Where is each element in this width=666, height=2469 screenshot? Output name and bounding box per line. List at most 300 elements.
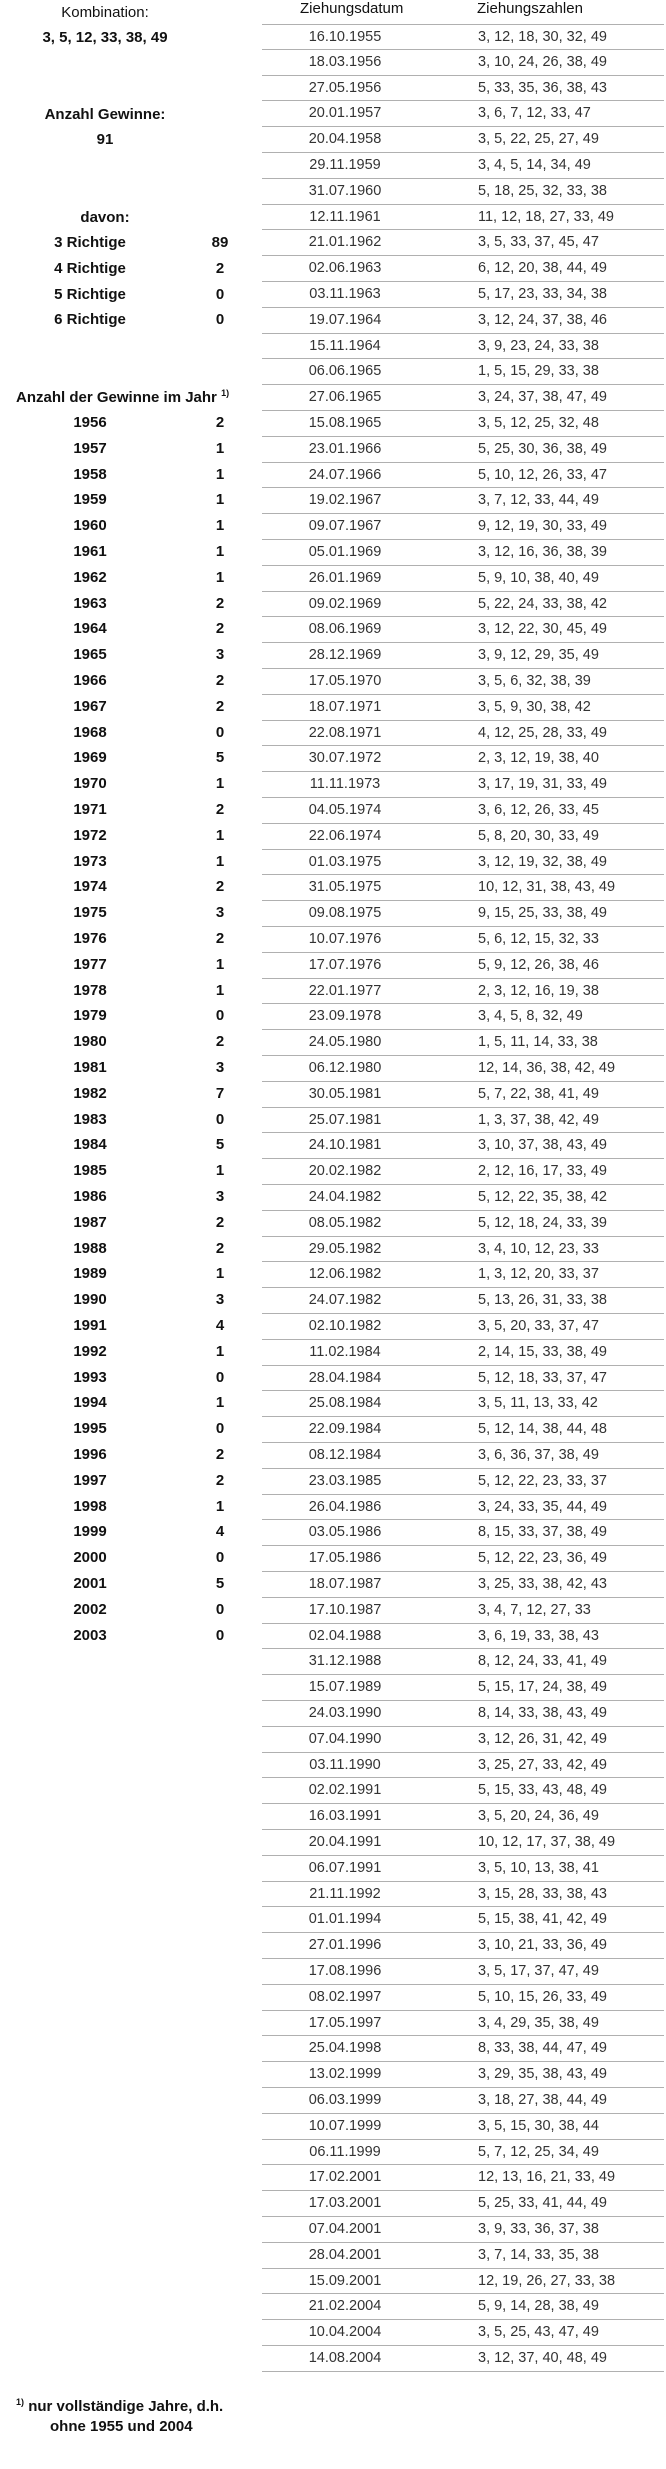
draw-numbers: 12, 13, 16, 21, 33, 49 xyxy=(478,2169,616,2186)
year-row xyxy=(0,930,250,956)
draw-date: 17.08.1996 xyxy=(308,1963,382,1979)
draw-numbers: 3, 4, 5, 8, 32, 49 xyxy=(478,1008,583,1025)
year-count: 0 xyxy=(215,1626,225,1644)
year-count: 7 xyxy=(215,1084,225,1102)
draw-numbers: 3, 5, 12, 25, 32, 48 xyxy=(478,415,599,431)
table-row xyxy=(262,1933,664,1959)
year-label: 1988 xyxy=(73,1239,107,1257)
draw-date: 27.05.1956 xyxy=(308,79,382,96)
table-row xyxy=(262,1159,664,1185)
table-row xyxy=(262,514,664,540)
draw-date: 15.09.2001 xyxy=(308,2272,382,2289)
year-count: 3 xyxy=(215,1059,225,1076)
table-row xyxy=(262,50,664,76)
draw-numbers: 8, 12, 24, 33, 41, 49 xyxy=(478,1653,607,1670)
draw-date: 06.03.1999 xyxy=(308,2092,382,2108)
draw-date: 02.06.1963 xyxy=(308,260,382,277)
year-count: 1 xyxy=(215,439,225,457)
draw-date: 25.07.1981 xyxy=(308,1111,382,1128)
year-label: 1993 xyxy=(73,1368,107,1386)
breakdown-row xyxy=(0,260,250,286)
table-row xyxy=(262,1030,664,1056)
table-row xyxy=(262,2243,664,2269)
table-row xyxy=(262,1288,664,1314)
year-row xyxy=(0,1549,250,1575)
draw-numbers: 1, 3, 37, 38, 42, 49 xyxy=(478,1111,599,1128)
draw-date: 03.11.1963 xyxy=(309,286,381,302)
year-row xyxy=(0,491,250,517)
draw-numbers: 12, 14, 36, 38, 42, 49 xyxy=(478,1060,616,1076)
year-label: 1977 xyxy=(73,955,107,973)
draw-numbers: 8, 33, 38, 44, 47, 49 xyxy=(478,2040,607,2057)
breakdown-value: 89 xyxy=(211,234,229,251)
draw-numbers: 5, 18, 25, 32, 33, 38 xyxy=(478,182,607,199)
year-label: 1978 xyxy=(73,981,107,999)
draw-numbers: 3, 5, 33, 37, 45, 47 xyxy=(478,234,599,251)
draw-date: 03.05.1986 xyxy=(308,1524,382,1541)
year-label: 1985 xyxy=(73,1162,107,1180)
year-row xyxy=(0,1265,250,1291)
year-row xyxy=(0,1523,250,1549)
draw-numbers: 3, 24, 33, 35, 44, 49 xyxy=(478,1498,607,1515)
draw-numbers: 3, 4, 29, 35, 38, 49 xyxy=(478,2014,599,2031)
draw-numbers: 3, 9, 33, 36, 37, 38 xyxy=(478,2221,599,2237)
table-row xyxy=(262,24,664,50)
year-count: 3 xyxy=(215,904,225,922)
draw-numbers: 3, 25, 27, 33, 42, 49 xyxy=(478,1756,607,1773)
year-count: 1 xyxy=(215,852,225,870)
year-label: 1969 xyxy=(73,749,107,767)
draw-numbers: 3, 5, 20, 33, 37, 47 xyxy=(478,1318,599,1334)
year-label: 1994 xyxy=(73,1394,107,1412)
draw-date: 23.09.1978 xyxy=(308,1008,382,1025)
table-row xyxy=(262,437,664,463)
year-row xyxy=(0,1085,250,1111)
draw-numbers: 3, 10, 37, 38, 43, 49 xyxy=(478,1137,607,1154)
year-count: 0 xyxy=(215,1600,225,1618)
year-row xyxy=(0,1420,250,1446)
draw-date: 20.01.1957 xyxy=(308,105,382,122)
draw-numbers: 3, 18, 27, 38, 44, 49 xyxy=(478,2092,607,2108)
draw-date: 16.10.1955 xyxy=(308,29,382,45)
combination-value: 3, 5, 12, 33, 38, 49 xyxy=(42,29,168,46)
footnote-note-mark: 1) xyxy=(16,2397,25,2407)
draw-numbers: 3, 15, 28, 33, 38, 43 xyxy=(478,1885,607,1902)
year-row xyxy=(0,724,250,750)
draw-date: 06.06.1965 xyxy=(308,363,382,380)
year-count: 5 xyxy=(215,1136,225,1154)
draw-numbers: 9, 15, 25, 33, 38, 49 xyxy=(478,905,607,922)
year-row xyxy=(0,620,250,646)
draw-numbers: 3, 4, 7, 12, 27, 33 xyxy=(478,1601,591,1618)
year-row xyxy=(0,1162,250,1188)
year-row xyxy=(0,517,250,543)
draw-date: 11.11.1973 xyxy=(309,776,381,793)
table-header xyxy=(262,0,664,22)
draw-date: 01.01.1994 xyxy=(308,1911,382,1928)
table-row xyxy=(262,2011,664,2037)
year-count: 0 xyxy=(215,1420,225,1438)
breakdown-value: 0 xyxy=(215,311,225,329)
year-row xyxy=(0,1291,250,1317)
table-row xyxy=(262,1753,664,1779)
draw-date: 28.04.2001 xyxy=(308,2246,382,2263)
year-count: 1 xyxy=(215,517,225,535)
year-row xyxy=(0,1343,250,1369)
table-row xyxy=(262,1133,664,1159)
draw-numbers: 5, 13, 26, 31, 33, 38 xyxy=(478,1292,607,1309)
year-label: 1965 xyxy=(73,646,107,664)
table-row xyxy=(262,463,664,489)
table-row xyxy=(262,1727,664,1753)
draw-numbers: 5, 12, 22, 35, 38, 42 xyxy=(478,1189,607,1205)
year-count: 0 xyxy=(215,1007,225,1025)
table-row xyxy=(262,2191,664,2217)
year-row xyxy=(0,1188,250,1214)
table-row xyxy=(262,1985,664,2011)
year-count: 1 xyxy=(215,543,225,560)
table-row xyxy=(262,2294,664,2320)
table-row xyxy=(262,230,664,256)
year-row xyxy=(0,904,250,930)
table-row xyxy=(262,875,664,901)
draw-date: 29.11.1959 xyxy=(309,157,381,173)
table-row xyxy=(262,1495,664,1521)
year-count: 2 xyxy=(215,1033,225,1051)
table-row xyxy=(262,385,664,411)
table-row xyxy=(262,721,664,747)
table-row xyxy=(262,1391,664,1417)
draw-date: 09.02.1969 xyxy=(308,595,382,612)
draw-numbers: 5, 9, 12, 26, 38, 46 xyxy=(478,956,599,973)
draw-date: 26.04.1986 xyxy=(308,1498,382,1515)
table-row xyxy=(262,1546,664,1572)
year-count: 1 xyxy=(215,1342,225,1360)
year-label: 1999 xyxy=(73,1523,107,1541)
year-count: 2 xyxy=(215,414,225,431)
table-row xyxy=(262,566,664,592)
breakdown-row xyxy=(0,286,250,312)
year-label: 1984 xyxy=(73,1136,107,1154)
draw-numbers: 12, 19, 26, 27, 33, 38 xyxy=(478,2272,616,2289)
draw-numbers: 5, 25, 33, 41, 44, 49 xyxy=(478,2195,607,2212)
year-row xyxy=(0,466,250,492)
year-label: 1998 xyxy=(73,1497,107,1515)
draw-date: 30.05.1981 xyxy=(308,1085,382,1102)
draw-date: 12.06.1982 xyxy=(308,1266,382,1283)
year-label: 1963 xyxy=(73,594,107,612)
table-row xyxy=(262,1056,664,1082)
breakdown-label: 5 Richtige xyxy=(54,285,126,303)
draw-date: 03.11.1990 xyxy=(309,1756,381,1773)
table-row xyxy=(262,1417,664,1443)
table-row xyxy=(262,772,664,798)
draw-numbers: 3, 6, 12, 26, 33, 45 xyxy=(478,802,599,818)
draw-numbers: 5, 8, 20, 30, 33, 49 xyxy=(478,827,599,844)
year-label: 1956 xyxy=(73,414,107,431)
year-label: 1997 xyxy=(73,1471,107,1489)
year-row xyxy=(0,543,250,569)
draw-numbers: 5, 12, 22, 23, 36, 49 xyxy=(478,1550,607,1567)
table-row xyxy=(262,1649,664,1675)
table-row xyxy=(262,334,664,360)
year-label: 1990 xyxy=(73,1291,107,1309)
footnote-line1: nur vollständige Jahre, d.h. xyxy=(28,2398,224,2415)
year-count: 1 xyxy=(215,775,225,793)
year-row xyxy=(0,749,250,775)
table-row xyxy=(262,101,664,127)
draw-numbers: 3, 9, 12, 29, 35, 49 xyxy=(478,647,599,664)
year-row xyxy=(0,1136,250,1162)
year-label: 1974 xyxy=(73,878,107,896)
year-label: 1961 xyxy=(73,543,107,560)
draw-date: 06.12.1980 xyxy=(308,1060,382,1076)
year-count: 2 xyxy=(215,1213,225,1231)
year-label: 2003 xyxy=(73,1626,107,1644)
year-count: 0 xyxy=(215,1549,225,1567)
draw-date: 22.06.1974 xyxy=(308,827,382,844)
draw-numbers: 3, 7, 12, 33, 44, 49 xyxy=(478,492,599,509)
year-count: 2 xyxy=(215,930,225,947)
year-label: 2002 xyxy=(73,1600,107,1618)
draw-numbers: 3, 9, 23, 24, 33, 38 xyxy=(478,337,599,354)
year-label: 1979 xyxy=(73,1007,107,1025)
year-count: 2 xyxy=(215,672,225,689)
draw-date: 17.05.1970 xyxy=(308,673,382,689)
year-label: 1967 xyxy=(73,697,107,715)
year-row xyxy=(0,775,250,801)
table-row xyxy=(262,1340,664,1366)
draw-date: 17.10.1987 xyxy=(308,1601,382,1618)
draw-numbers: 3, 5, 22, 25, 27, 49 xyxy=(478,131,599,148)
year-row xyxy=(0,1240,250,1266)
table-row xyxy=(262,2165,664,2191)
table-row xyxy=(262,1469,664,1495)
year-label: 1982 xyxy=(73,1084,107,1102)
draw-date: 28.04.1984 xyxy=(308,1369,382,1386)
draw-numbers: 5, 15, 38, 41, 42, 49 xyxy=(478,1911,607,1928)
draw-date: 23.03.1985 xyxy=(308,1472,382,1489)
table-row xyxy=(262,1882,664,1908)
year-count: 5 xyxy=(215,1575,225,1592)
year-count: 4 xyxy=(215,1523,225,1541)
draw-numbers: 5, 15, 17, 24, 38, 49 xyxy=(478,1679,607,1696)
year-count: 1 xyxy=(215,826,225,844)
year-label: 2000 xyxy=(73,1549,107,1567)
table-row xyxy=(262,617,664,643)
year-count: 2 xyxy=(215,620,225,638)
draw-date: 27.06.1965 xyxy=(308,389,382,406)
col-header-numbers: Ziehungszahlen xyxy=(477,0,583,17)
draw-date: 10.07.1976 xyxy=(308,931,382,947)
year-row xyxy=(0,801,250,827)
table-row xyxy=(262,488,664,514)
year-label: 1970 xyxy=(73,775,107,793)
draw-numbers: 3, 12, 18, 30, 32, 49 xyxy=(478,29,607,45)
table-row xyxy=(262,2036,664,2062)
year-count: 1 xyxy=(215,1394,225,1412)
draw-numbers: 5, 9, 10, 38, 40, 49 xyxy=(478,569,599,586)
draw-numbers: 3, 6, 19, 33, 38, 43 xyxy=(478,1627,599,1644)
draw-numbers: 3, 12, 26, 31, 42, 49 xyxy=(478,1730,607,1747)
draw-numbers: 3, 5, 20, 24, 36, 49 xyxy=(478,1808,599,1825)
draw-numbers: 3, 25, 33, 38, 42, 43 xyxy=(478,1576,607,1592)
breakdown-heading: davon: xyxy=(80,209,130,226)
draw-date: 12.11.1961 xyxy=(309,208,381,225)
year-row xyxy=(0,878,250,904)
table-row xyxy=(262,1237,664,1263)
year-count: 3 xyxy=(215,1291,225,1309)
breakdown-value: 0 xyxy=(215,285,225,303)
year-label: 1996 xyxy=(73,1446,107,1463)
draw-numbers: 3, 12, 19, 32, 38, 49 xyxy=(478,853,607,870)
draw-date: 20.04.1991 xyxy=(308,1834,382,1850)
footnote-mark: 1) xyxy=(221,388,230,398)
draw-numbers: 11, 12, 18, 27, 33, 49 xyxy=(478,208,614,225)
year-label: 1957 xyxy=(73,439,107,457)
year-label: 1975 xyxy=(73,904,107,922)
year-count: 0 xyxy=(215,1368,225,1386)
wins-value: 91 xyxy=(96,131,114,148)
breakdown-row xyxy=(0,234,250,260)
table-row xyxy=(262,2217,664,2243)
draw-date: 24.05.1980 xyxy=(308,1034,382,1051)
table-row xyxy=(262,1804,664,1830)
table-row xyxy=(262,2088,664,2114)
year-label: 1983 xyxy=(73,1110,107,1128)
year-count: 3 xyxy=(215,1188,225,1205)
year-row xyxy=(0,1627,250,1653)
draw-numbers: 3, 5, 10, 13, 38, 41 xyxy=(478,1859,599,1876)
year-count: 1 xyxy=(215,1497,225,1515)
year-label: 1964 xyxy=(73,620,107,638)
year-count: 0 xyxy=(215,1110,225,1128)
draw-date: 22.09.1984 xyxy=(308,1421,382,1438)
draw-numbers: 5, 12, 14, 38, 44, 48 xyxy=(478,1421,607,1438)
draw-date: 20.02.1982 xyxy=(308,1163,382,1180)
year-label: 1968 xyxy=(73,723,107,741)
year-count: 1 xyxy=(215,955,225,973)
draw-numbers: 5, 7, 12, 25, 34, 49 xyxy=(478,2143,599,2160)
table-row xyxy=(262,1520,664,1546)
table-row xyxy=(262,2320,664,2346)
table-row xyxy=(262,850,664,876)
year-label: 1959 xyxy=(73,491,107,509)
year-label: 1992 xyxy=(73,1342,107,1360)
draw-numbers: 6, 12, 20, 38, 44, 49 xyxy=(478,260,607,277)
per-year-heading xyxy=(16,389,229,406)
draw-date: 14.08.2004 xyxy=(308,2350,382,2366)
draw-numbers: 10, 12, 31, 38, 43, 49 xyxy=(478,879,616,896)
draw-numbers: 5, 9, 14, 28, 38, 49 xyxy=(478,2298,599,2315)
draw-date: 17.03.2001 xyxy=(308,2195,382,2212)
year-label: 1981 xyxy=(73,1059,107,1076)
draw-date: 31.05.1975 xyxy=(308,879,382,896)
draw-date: 04.05.1974 xyxy=(308,802,382,818)
draw-date: 07.04.1990 xyxy=(308,1730,382,1747)
draw-numbers: 3, 12, 24, 37, 38, 46 xyxy=(478,311,607,328)
year-count: 2 xyxy=(215,878,225,896)
year-row xyxy=(0,569,250,595)
year-row xyxy=(0,1059,250,1085)
breakdown-label: 3 Richtige xyxy=(54,234,126,251)
year-label: 1980 xyxy=(73,1033,107,1051)
table-row xyxy=(262,2346,664,2372)
year-count: 2 xyxy=(215,594,225,612)
draw-numbers: 8, 15, 33, 37, 38, 49 xyxy=(478,1524,607,1541)
draw-date: 27.01.1996 xyxy=(308,1937,382,1954)
table-row xyxy=(262,76,664,102)
table-row xyxy=(262,282,664,308)
draw-date: 24.07.1966 xyxy=(308,466,382,483)
table-row xyxy=(262,1262,664,1288)
year-row xyxy=(0,982,250,1008)
table-row xyxy=(262,1211,664,1237)
year-row xyxy=(0,698,250,724)
table-row xyxy=(262,1572,664,1598)
draw-date: 18.07.1971 xyxy=(308,698,382,715)
draw-numbers: 3, 17, 19, 31, 33, 49 xyxy=(478,776,607,793)
draw-date: 18.03.1956 xyxy=(308,53,382,70)
draw-date: 20.04.1958 xyxy=(308,131,382,148)
year-label: 2001 xyxy=(73,1575,107,1592)
draw-numbers: 3, 12, 22, 30, 45, 49 xyxy=(478,621,607,638)
table-row xyxy=(262,901,664,927)
year-count: 1 xyxy=(215,1265,225,1283)
table-row xyxy=(262,1004,664,1030)
table-row xyxy=(262,1624,664,1650)
draw-date: 17.07.1976 xyxy=(308,956,382,973)
draw-date: 08.06.1969 xyxy=(308,621,382,638)
table-row xyxy=(262,1366,664,1392)
draw-date: 25.04.1998 xyxy=(308,2040,382,2057)
table-row xyxy=(262,669,664,695)
draw-date: 22.08.1971 xyxy=(308,724,382,741)
year-row xyxy=(0,1575,250,1601)
table-row xyxy=(262,927,664,953)
draw-numbers: 3, 10, 21, 33, 36, 49 xyxy=(478,1937,607,1954)
table-row xyxy=(262,1856,664,1882)
draw-date: 24.10.1981 xyxy=(308,1137,382,1154)
year-row xyxy=(0,672,250,698)
draw-date: 28.12.1969 xyxy=(308,647,382,664)
table-row xyxy=(262,695,664,721)
year-row xyxy=(0,1007,250,1033)
draw-numbers: 5, 10, 12, 26, 33, 47 xyxy=(478,466,607,483)
year-label: 1986 xyxy=(73,1188,107,1205)
draw-date: 21.02.2004 xyxy=(308,2298,382,2315)
table-row xyxy=(262,127,664,153)
draw-date: 17.02.2001 xyxy=(308,2169,382,2186)
draw-date: 15.11.1964 xyxy=(309,337,381,354)
draw-numbers: 4, 12, 25, 28, 33, 49 xyxy=(478,724,607,741)
draw-numbers: 5, 15, 33, 43, 48, 49 xyxy=(478,1782,607,1799)
draw-numbers: 5, 12, 18, 33, 37, 47 xyxy=(478,1369,607,1386)
draw-date: 29.05.1982 xyxy=(308,1240,382,1257)
year-label: 1976 xyxy=(73,930,107,947)
year-row xyxy=(0,1601,250,1627)
year-count: 3 xyxy=(215,646,225,664)
draw-numbers: 2, 3, 12, 19, 38, 40 xyxy=(478,750,599,767)
draw-numbers: 5, 7, 22, 38, 41, 49 xyxy=(478,1085,599,1102)
year-row xyxy=(0,853,250,879)
year-count: 1 xyxy=(215,568,225,586)
draw-numbers: 3, 29, 35, 38, 43, 49 xyxy=(478,2066,607,2083)
year-row xyxy=(0,1446,250,1472)
draw-numbers: 3, 5, 15, 30, 38, 44 xyxy=(478,2117,599,2134)
year-count: 2 xyxy=(215,1446,225,1463)
year-label: 1958 xyxy=(73,465,107,483)
